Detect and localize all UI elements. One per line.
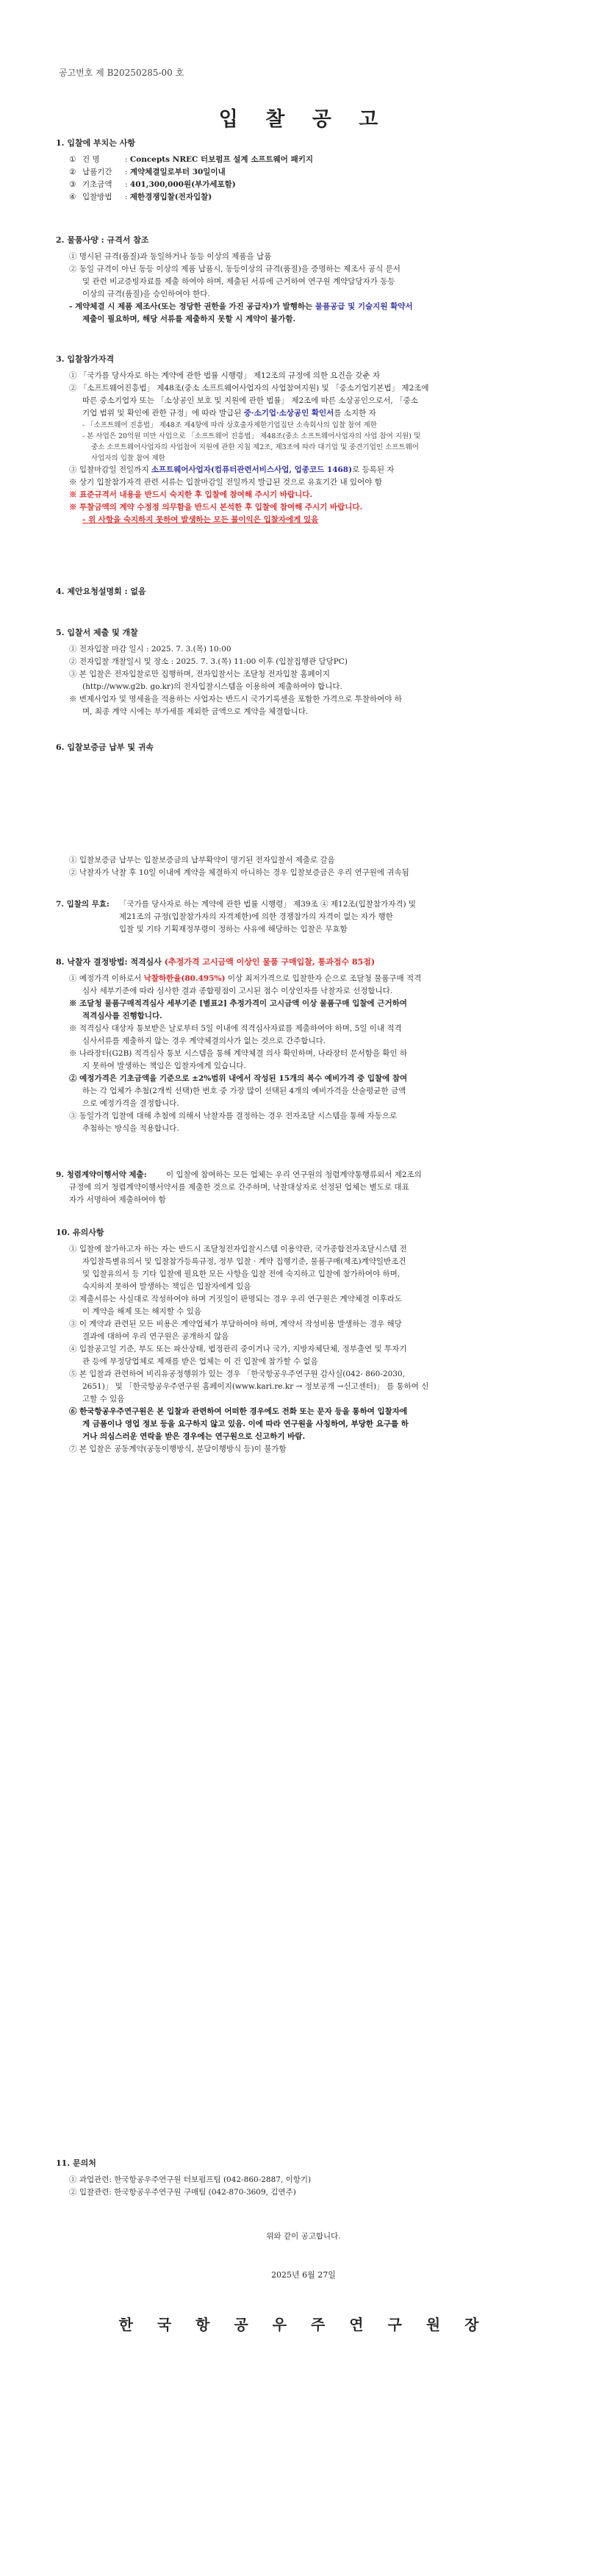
text-line: 2651)」 및 「한국항공우주연구원 홈페이지(www.kari.re.kr → 정보공개 →신고센터)」 를 통하여 신 xyxy=(82,1382,429,1391)
text-line: ① 예정가격 이하로서 낙찰하한율(80.495%) 이상 최저가격으로 입찰한자 순으로 조달청 물품구매 적격 xyxy=(69,974,422,983)
text-line: - 「소프트웨어 진흥법」 제48조 제4항에 따라 상호출자제한기업집단 소속회사의 입찰 참여 제한 xyxy=(82,421,377,429)
text-line: ② 제출서류는 사실대로 작성하여야 하며 거짓일이 판명되는 경우 우리 연구원은 계약체결 이후라도 xyxy=(69,1295,402,1303)
text-line: 하는 각 업체가 추첨(2개씩 선택)한 번호 중 가장 많이 선택된 4개의 예비가격을 산술평균한 금액 xyxy=(82,1087,406,1095)
text-line: ③ 이 계약과 관련된 모든 비용은 계약업체가 부담하여야 하며, 계약서 작성비용 발생하는 경우 해당 xyxy=(69,1320,402,1328)
text-line: ① 「국가를 당사자로 하는 계약에 관한 법률 시행령」 제12조의 규정에 의한 요건을 갖춘 자 xyxy=(69,371,380,380)
text-line: 으로 예정가격을 결정합니다. xyxy=(82,1099,179,1108)
warning-line: - 위 사항을 숙지하지 못하여 발생하는 모든 불이익은 입찰자에게 있음 xyxy=(82,515,319,524)
text-line: 따른 중소기업자 또는 「소상공인 보호 및 지원에 관한 법률」 제2조에 따른 소상공인으로서, 「중소 xyxy=(82,396,418,405)
item-row: ④ 입찰방법 : 제한경쟁입찰(전자입찰) xyxy=(69,193,212,201)
text-line: ※ 상기 입찰참가자격 관련 서류는 입찰마감일 전일까지 발급된 것으로 유효기간 내 있어야 함 xyxy=(69,478,382,487)
section-briefing xyxy=(56,585,556,602)
text-line: ④ 입찰공고일 기준, 부도 또는 파산상태, 법정관리 중이거나 국가, 지방자체단체, 정부출연 및 투자기 xyxy=(69,1345,407,1353)
warning-line: ※ 표준규격서 내용을 반드시 숙지한 후 입찰에 참여해 주시기 바랍니다. xyxy=(69,490,313,499)
text-line: 고할 수 있음 xyxy=(82,1395,125,1403)
section-invalid: 7. 입찰의 무효: 「국가를 당사자로 하는 계약에 관한 법률 시행령」 제39조 ④ 제12조(입찰참가자격) 및 제21조의 규정(입찰참가자의 자격제한)에 의한 경쟁참가의 자격이 없는 자가 행한 입찰 및 기타 기획재정부령이 정하는 사유에 해당하는 입찰은 무효함 xyxy=(56,898,556,936)
section-heading: 3. 입찰참가자격 xyxy=(56,354,115,364)
text-line: 및 관련 비교증빙자료를 제출 하여야 하며, 제출된 서류에 근거하여 연구원 계약담당자가 동등 xyxy=(82,277,395,286)
section-heading: 11. 문의처 xyxy=(56,2158,96,2168)
section-spec xyxy=(56,234,556,326)
text-line: ① 전자입찰 마감 일시 : 2025. 7. 3.(목) 10:00 xyxy=(69,645,231,654)
contact-line: ② 입찰관련: 한국항공우주연구원 구매팀 (042-870-3609, 김연주) xyxy=(69,2188,296,2197)
text-line: 심사 세부기준에 따라 심사한 결과 종합평점이 고시된 점수 이상인자를 낙찰자로 선정합니다. xyxy=(82,987,393,995)
text-line: 사업자의 입찰 참여 제한 xyxy=(91,454,165,462)
text-line: ③ 입찰마감일 전일까지 소프트웨어사업자(컴퓨터관련서비스사업, 업종코드 1468)로 등록된 자 xyxy=(69,465,395,474)
text-line: 중소 소프트웨어사업자의 사업참여 지원에 관한 지침 제2조, 제3조에 따라 대기업 및 중견기업인 소프트웨어 xyxy=(91,443,419,451)
closing-statement: 위와 같이 공고합니다. xyxy=(266,2232,341,2241)
issuer-name: 한 국 항 공 우 주 연 구 원 장 xyxy=(118,2316,489,2333)
item-row: ② 납품기간 : 계약체결일로부터 30일이내 xyxy=(69,168,226,176)
text-line: 기업 범위 및 확인에 관한 규정」에 따라 발급된 중·소기업·소상공인 확인서를 소지한 자 xyxy=(82,409,376,418)
text-line: ② 동일 규격이 아닌 동등 이상의 제품 납품시, 동등이상의 규격(품질)을 증명하는 제조사 공식 문서 xyxy=(69,265,401,273)
text-line: 및 입찰유의서 등 기타 입찰에 필요한 모든 사항을 입찰 전에 숙지하고 입찰에 참가하여야 하며, xyxy=(82,1270,401,1278)
text-line: 입찰 및 기타 기획재정부령이 정하는 사유에 해당하는 입찰은 무효함 xyxy=(119,925,348,934)
text-line: 규정에 의거 청렴계약이행서약서를 제출한 것으로 간주하며, 낙찰대상자로 선정된 업체는 별도로 대표 xyxy=(69,1183,409,1192)
section-bid-items xyxy=(56,137,556,204)
section-integrity: 9. 청렴계약이행서약 제출: 이 입찰에 참여하는 모든 업체는 우리 연구원의 청렴계약통행류외서 제2조의 규정에 의거 청렴계약이행서약서를 제출한 것으로 간주하며, 낙찰대상자로 선정된 업체는 별도로 대표 자가 서명하여 제출하여야 함 xyxy=(56,1169,556,1206)
section-heading: 5. 입찰서 제출 및 개찰 xyxy=(56,628,138,637)
item-row: ③ 기초금액 : 401,300,000원(부가세포함) xyxy=(69,180,236,189)
section-heading: 10. 유의사항 xyxy=(56,1228,104,1237)
text-line: ⑦ 본 입찰은 공동계약(공동이행방식, 분담이행방식 등)이 불가함 xyxy=(69,1445,287,1453)
text-line: 추첨하는 방식을 적용합니다. xyxy=(82,1124,179,1133)
text-line: 자가 서명하여 제출하여야 함 xyxy=(69,1195,166,1204)
text-line: ※ 조달청 물품구매적격심사 세부기준 [별표2] 추정가격이 고시금액 이상 물품구매 입찰에 근거하여 xyxy=(69,999,407,1008)
text-line: ⑥ 한국항공우주연구원은 본 입찰과 관련하여 어떠한 경우에도 전화 또는 문자 등을 통하여 입찰자에 xyxy=(69,1407,408,1416)
section-deposit xyxy=(56,741,556,758)
text-line: ① 입찰보증금 납부는 입찰보증금의 납부확약이 명기된 전자입찰서 제출로 갈음 xyxy=(69,856,335,865)
text-line: ※ 변제사업자 및 명세율을 적용하는 사업자는 반드시 국가기록센을 포함한 가격으로 투찰하여야 하 xyxy=(69,695,402,704)
section-heading: 8. 낙찰자 결정방법: 적격심사 (추정가격 고시금액 이상인 물품 구매입찰, 통과점수 85점) xyxy=(56,957,376,967)
text-line: (http://www.g2b. go.kr)의 전자입찰시스템을 이용하여 제출하여야 합니다. xyxy=(82,682,342,691)
text-line: 거나 의심스러운 연락을 받은 경우에는 연구원으로 신고하기 바람. xyxy=(82,1432,306,1441)
text-line: 게 금품이나 영업 정보 등을 요구하지 않고 있음. 이에 따라 연구원을 사칭하여, 부당한 요구를 하 xyxy=(82,1420,409,1428)
warning-line: ※ 투찰금액의 계약 수정정 의무함을 반드시 본석한 후 입찰에 참여해 주시기 바랍니다. xyxy=(69,503,363,512)
text-line: ③ 본 입찰은 전자입찰로만 집행하며, 전자입찰서는 조달청 전자입찰 홈페이지 xyxy=(69,670,330,679)
text-line: 자입찰특별유의서 및 입찰참가등록규정, 정부 입찰 · 계약 집행기준, 물품구매(제조)계약일반조건 xyxy=(82,1257,406,1266)
text-line: ② 「소프트웨어진흥법」 제48조(중소 소프트웨어사업자의 사업참여지원) 및 「중소기업기본법」 제2조에 xyxy=(69,384,429,393)
text-line: - 계약체결 시 제품 제조사(또는 정당한 권한을 가진 공급자)가 발행하는 물품공급 및 기술지원 확약서 xyxy=(69,302,413,311)
text-line: 며, 최종 계약 시에는 부가세를 제외한 금액으로 계약을 체결합니다. xyxy=(82,707,309,716)
text-line: ① 명시된 규격(품질)과 동일하거나 동등 이상의 제품을 납품 xyxy=(69,252,272,261)
text-line: ② 전자입찰 개찰일시 및 장소 : 2025. 7. 3.(목) 11:00 이후 (입찰집행관 담당PC) xyxy=(69,657,348,666)
section-heading: 1. 입찰에 부치는 사항 xyxy=(56,138,135,148)
text-line: ② 예정가격은 기초금액을 기준으로 ±2%범위 내에서 작성된 15개의 복수 예비가격 중 입찰에 참여 xyxy=(69,1074,408,1083)
section-deposit-body xyxy=(56,854,556,879)
text-line: 제출이 필요하며, 해당 서류를 제출하지 못할 시 계약이 불가함. xyxy=(82,315,296,323)
text-line: ※ 적격심사 대상자 통보받은 날로부터 5일 이내에 적격심사자료를 제출하여야 하며, 5일 이내 적격 xyxy=(69,1024,402,1033)
text-line: ② 낙찰자가 낙찰 후 10일 이내에 계약을 체결하지 아니하는 경우 입찰보증금은 우리 연구원에 귀속됨 xyxy=(69,868,409,877)
section-heading: 6. 입찰보증금 납부 및 귀속 xyxy=(56,743,154,752)
text-line: ※ 나라장터(G2B) 적격심사 통보 시스템을 통해 계약체결 의사 확인하며, 나라장터 문서함을 확인 하 xyxy=(69,1049,408,1058)
text-line: 관 등에 부정당업체로 제재를 받은 업체는 이 건 입찰에 참가할 수 없음 xyxy=(82,1357,318,1366)
text-line: 결과에 대하여 우리 연구원은 공개하지 않음 xyxy=(82,1332,229,1341)
text-line: 심사서류를 제출하지 않는 경우 계약체결의사가 없는 것으로 간주합니다. xyxy=(82,1037,326,1045)
text-line: 적격심사를 진행합니다. xyxy=(82,1012,162,1020)
text-line: ⑤ 본 입찰과 관련하여 비리유공정행위가 있는 경우 「한국항공우주연구원 감사실(042- 860-2030, xyxy=(69,1370,405,1378)
section-heading: 4. 제안요청설명회 : 없음 xyxy=(56,587,146,596)
text-line: 지 못하여 발생하는 책임은 입찰자에게 있습니다. xyxy=(82,1062,246,1070)
text-line: ① 입찰에 참가하고자 하는 자는 반드시 조달청전자입찰시스템 이용약관, 국가종합전자조달시스템 전 xyxy=(69,1245,407,1253)
text-line: - 본 사업은 20억원 미만 사업으로 「소프트웨어 진흥법」 제48조(중소 소프트웨어사업자의 사업 참여 지원) 및 xyxy=(82,432,421,440)
notice-date: 2025년 6월 27일 xyxy=(271,2270,336,2280)
section-notes xyxy=(56,1226,556,1456)
section-award xyxy=(56,956,556,1135)
section-heading: 2. 물품사양 : 규격서 참조 xyxy=(56,235,149,245)
section-contact xyxy=(56,2157,556,2199)
text-line: 제21조의 규정(입찰참가자의 자격제한)에 의한 경쟁참가의 자격이 없는 자가 행한 xyxy=(119,912,393,921)
text-line: 이 계약을 해제 또는 해지할 수 있음 xyxy=(82,1307,202,1316)
text-line: 이상의 규격(품질)을 승인하여야 한다. xyxy=(82,290,210,298)
contact-line: ① 과업관련: 한국항공우주연구원 터보펌프팀 (042-860-2887, 이항기) xyxy=(69,2175,312,2184)
section-submission xyxy=(56,626,556,718)
section-eligibility xyxy=(56,353,556,526)
text-line: 숙지하지 못하여 발생하는 책임은 입찰자에게 있음 xyxy=(82,1282,251,1291)
page-title: 입 찰 공 고 xyxy=(218,108,389,131)
notice-number: 공고번호 제 B20250285-00 호 xyxy=(59,68,184,78)
item-row: ① 건 명 : Concepts NREC 터보펌프 설계 소프트웨어 패키지 xyxy=(69,155,314,164)
text-line: ③ 동일가격 입찰에 대해 추첨에 의해서 낙찰자를 결정하는 경우 전자조달 시스템을 통해 자동으로 xyxy=(69,1112,398,1120)
